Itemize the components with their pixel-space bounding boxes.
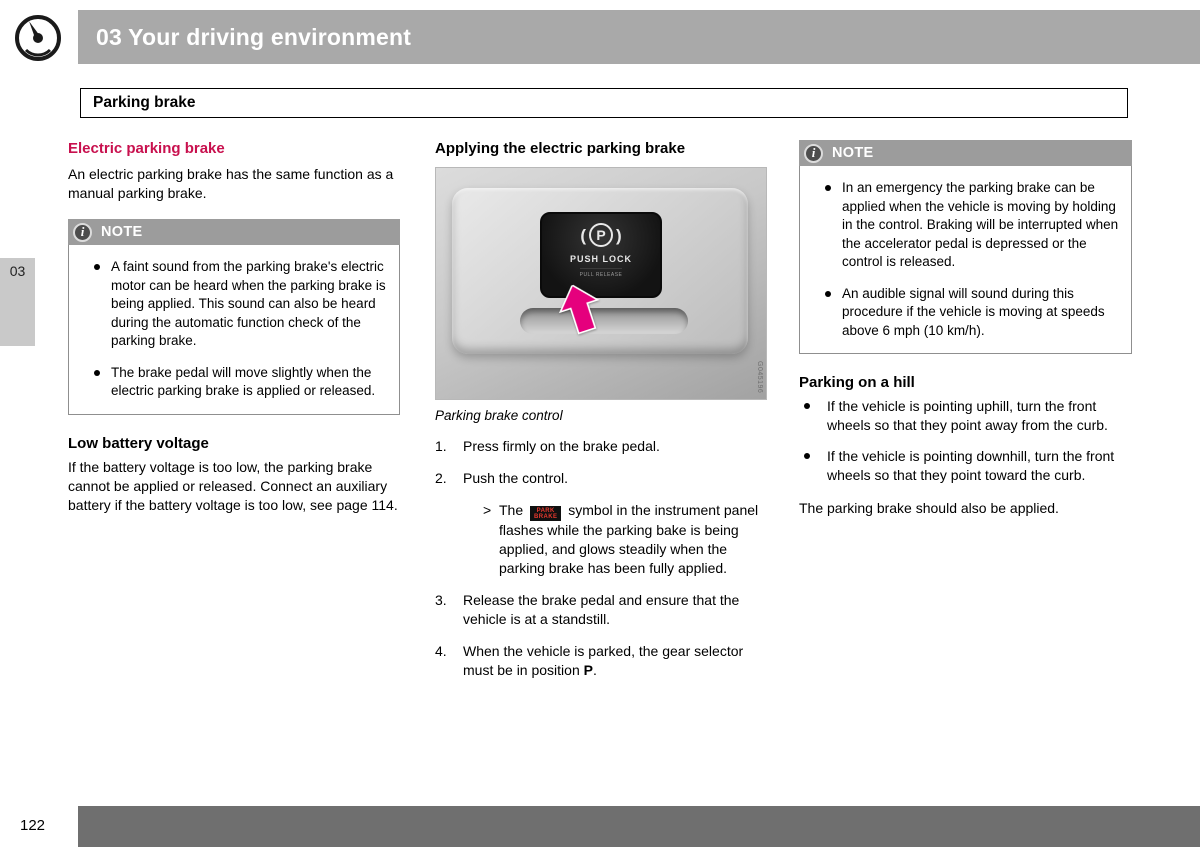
step-number: 4. [435,643,447,659]
applying-heading: Applying the electric parking brake [435,140,686,157]
chapter-header-bar [78,10,1200,64]
substep-park-brake [483,501,767,578]
note-header [799,140,1132,166]
note-title: NOTE [832,145,874,161]
substep-text-pre: The [499,502,524,518]
hill-bullet-list [799,397,1132,485]
note-bullet: In an emergency the parking brake can be applied when the vehicle is moving by holding in the control. Braking will be interrupted when the accelerator pedal is depressed or the control is released. [800,179,1121,272]
info-icon: i [73,223,92,242]
step-1 [435,437,767,456]
substep-text [499,501,767,578]
footer-bar [78,806,1200,847]
note-bullet: An audible signal will sound during this procedure if the vehicle is moving at speeds above 6 mph (10 km/h). [800,285,1121,341]
hill-bullet: If the vehicle is pointing downhill, turn the front wheels so that they point toward the curb. [799,447,1132,485]
note-title: NOTE [101,224,143,240]
step-2 [435,469,767,488]
section-title: Parking brake [93,94,196,111]
paren-left: ( [580,225,586,245]
column-left [68,140,400,531]
electric-parking-brake-heading: Electric parking brake [68,140,225,157]
paren-right: ) [616,225,622,245]
note-header [68,219,400,245]
step-3 [435,591,767,629]
note-bullet: The brake pedal will move slightly when the electric parking brake is applied or released. [69,364,389,401]
step-number: 2. [435,470,447,486]
photo-caption: Parking brake control [435,408,563,423]
pull-release-label: PULL RELEASE [580,268,623,278]
step4-bold-p: P [583,662,593,678]
substep-marker: > [483,502,492,518]
park-brake-symbol-icon [530,506,561,521]
page-number: 122 [20,817,46,834]
step-number: 3. [435,592,447,608]
step-4 [435,642,767,680]
hill-bullet: If the vehicle is pointing uphill, turn the front wheels so that they point away from the curb. [799,397,1132,435]
step-text [463,642,767,680]
p-symbol: P [589,223,613,247]
speedometer-icon [12,12,64,64]
note-bullet: A faint sound from the parking brake's electric motor can be heard when the parking brake is being applied. This sound can also be heard during the automatic function check of the parking brake. [69,258,389,351]
chapter-side-tab [0,258,35,346]
info-icon: i [804,144,823,163]
step-text: Push the control. [463,470,569,486]
step4-post: . [592,662,597,678]
column-right [799,140,1132,534]
note-bullet-list [68,245,400,415]
column-center [435,140,767,693]
park-brake-symbol-line1: PARK [536,508,555,514]
note-box-left [68,219,400,415]
note-bullet-list [799,166,1132,354]
chapter-title: 03 Your driving environment [96,23,412,50]
step-text: Press firmly on the brake pedal. [463,438,660,454]
push-lock-label: PUSH LOCK [569,254,632,264]
section-title-box [80,88,1128,118]
intro-paragraph: An electric parking brake has the same function as a manual parking brake. [68,166,394,201]
parking-brake-control-button [540,212,662,298]
image-code: G045196 [756,360,763,393]
step4-pre: When the vehicle is parked, the gear selector must be in position [463,643,744,678]
low-battery-paragraph: If the battery voltage is too low, the parking brake cannot be applied or released. Connect an auxiliary battery if the battery voltage is too low, see page 114. [68,458,398,513]
parking-brake-photo [435,167,767,400]
note-box-right [799,140,1132,354]
step-text: Release the brake pedal and ensure that the vehicle is at a standstill. [463,592,740,627]
substep-text-post: symbol in the instrument panel flashes while the parking bake is being applied, and glows steadily when the parking brake has been fully applied. [499,502,759,576]
side-tab-label: 03 [9,263,26,279]
park-brake-symbol-line2: BRAKE [534,514,558,520]
steps-list [435,437,767,680]
low-battery-heading: Low battery voltage [68,434,209,452]
hill-footer-paragraph: The parking brake should also be applied. [799,500,1059,516]
step-number: 1. [435,438,447,454]
brake-p-icon [580,223,621,247]
parking-on-hill-heading: Parking on a hill [799,374,915,391]
